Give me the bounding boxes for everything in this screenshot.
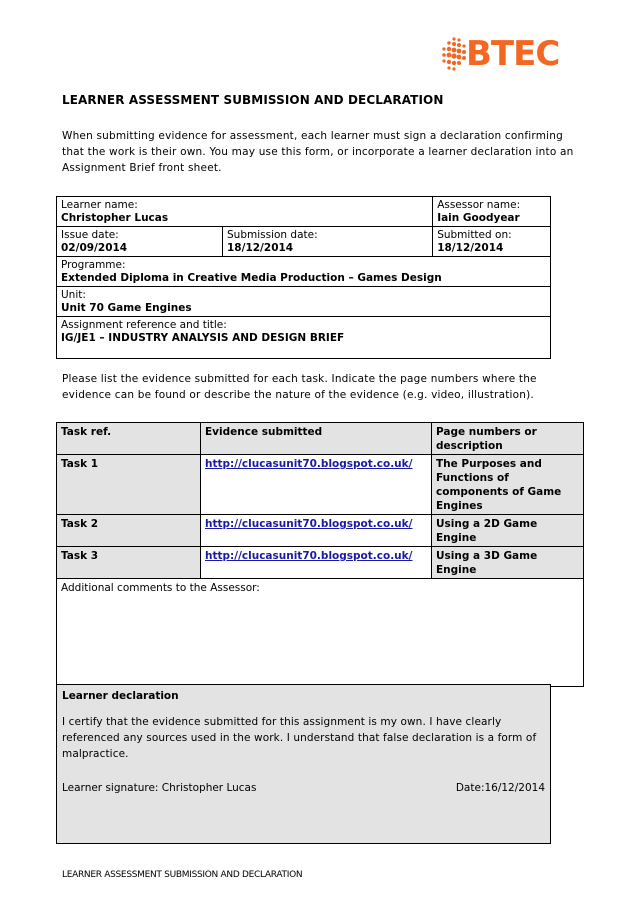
unit-label: Unit: xyxy=(61,289,86,301)
issue-date-label: Issue date: xyxy=(61,229,119,241)
header-task-ref: Task ref. xyxy=(57,423,201,455)
learner-declaration-box xyxy=(56,684,551,844)
comments-cell[interactable] xyxy=(57,579,584,687)
signature-row xyxy=(62,780,545,796)
unit-cell xyxy=(57,287,551,317)
assignment-label: Assignment reference and title: xyxy=(61,319,227,331)
issue-date-cell xyxy=(57,227,223,257)
evidence-cell xyxy=(201,515,432,547)
comments-row xyxy=(57,579,584,687)
description-cell: Using a 2D Game Engine xyxy=(432,515,584,547)
programme-value: Extended Diploma in Creative Media Production – Games Design xyxy=(61,272,442,284)
evidence-link[interactable]: http://clucasunit70.blogspot.co.uk/ xyxy=(205,550,413,562)
evidence-header-row xyxy=(57,423,584,455)
submission-date-cell xyxy=(223,227,433,257)
comments-label: Additional comments to the Assessor: xyxy=(61,582,260,594)
task-ref-cell: Task 2 xyxy=(57,515,201,547)
details-table xyxy=(56,196,551,359)
issue-date-value: 02/09/2014 xyxy=(61,242,128,254)
declaration-date: Date:16/12/2014 xyxy=(455,782,545,794)
description-cell: Using a 3D Game Engine xyxy=(432,547,584,579)
assignment-cell xyxy=(57,317,551,359)
header-evidence: Evidence submitted xyxy=(201,423,432,455)
header-page-numbers: Page numbers or description xyxy=(432,423,584,455)
table-row xyxy=(57,515,584,547)
btec-dots-icon xyxy=(440,35,466,73)
unit-value: Unit 70 Game Engines xyxy=(61,302,192,314)
evidence-link[interactable]: http://clucasunit70.blogspot.co.uk/ xyxy=(205,518,413,530)
programme-label: Programme: xyxy=(61,259,126,271)
submission-date-label: Submission date: xyxy=(227,229,318,241)
page-footer: LEARNER ASSESSMENT SUBMISSION AND DECLARATION xyxy=(62,870,303,880)
submitted-on-cell xyxy=(433,227,551,257)
evidence-cell xyxy=(201,547,432,579)
evidence-table xyxy=(56,422,584,687)
programme-cell xyxy=(57,257,551,287)
task-ref-cell: Task 1 xyxy=(57,455,201,515)
intro-text: When submitting evidence for assessment, each learner must sign a declaration confirming that the work is their own. You may use this form, or incorporate a learner declaration into an Assignment Brief front sheet. xyxy=(62,130,574,174)
btec-logo xyxy=(440,30,570,78)
submitted-on-value: 18/12/2014 xyxy=(437,242,504,254)
learner-name-cell xyxy=(57,197,433,227)
declaration-text: I certify that the evidence submitted for this assignment is my own. I have clearly referenced any sources used in the work. I understand that false declaration is a form of malpractice. xyxy=(62,716,537,760)
btec-logo-text: BTEC xyxy=(466,34,560,74)
page-title: LEARNER ASSESSMENT SUBMISSION AND DECLARATION xyxy=(62,93,444,107)
learner-signature: Learner signature: Christopher Lucas xyxy=(62,782,257,794)
assignment-value: IG/JE1 – INDUSTRY ANALYSIS AND DESIGN BRIEF xyxy=(61,332,345,344)
table-row xyxy=(57,547,584,579)
submitted-on-label: Submitted on: xyxy=(437,229,512,241)
assessor-name-value: Iain Goodyear xyxy=(437,212,520,224)
description-cell: The Purposes and Functions of components of Game Engines xyxy=(432,455,584,515)
task-ref-cell: Task 3 xyxy=(57,547,201,579)
evidence-link[interactable]: http://clucasunit70.blogspot.co.uk/ xyxy=(205,458,413,470)
learner-name-value: Christopher Lucas xyxy=(61,212,169,224)
learner-name-label: Learner name: xyxy=(61,199,138,211)
assessor-name-label: Assessor name: xyxy=(437,199,521,211)
table-row xyxy=(57,455,584,515)
submission-date-value: 18/12/2014 xyxy=(227,242,294,254)
evidence-cell xyxy=(201,455,432,515)
declaration-heading: Learner declaration xyxy=(62,690,179,702)
assessor-name-cell xyxy=(433,197,551,227)
instructions-text: Please list the evidence submitted for each task. Indicate the page numbers where the evidence can be found or describe the nature of the evidence (e.g. video, illustration). xyxy=(62,373,537,401)
